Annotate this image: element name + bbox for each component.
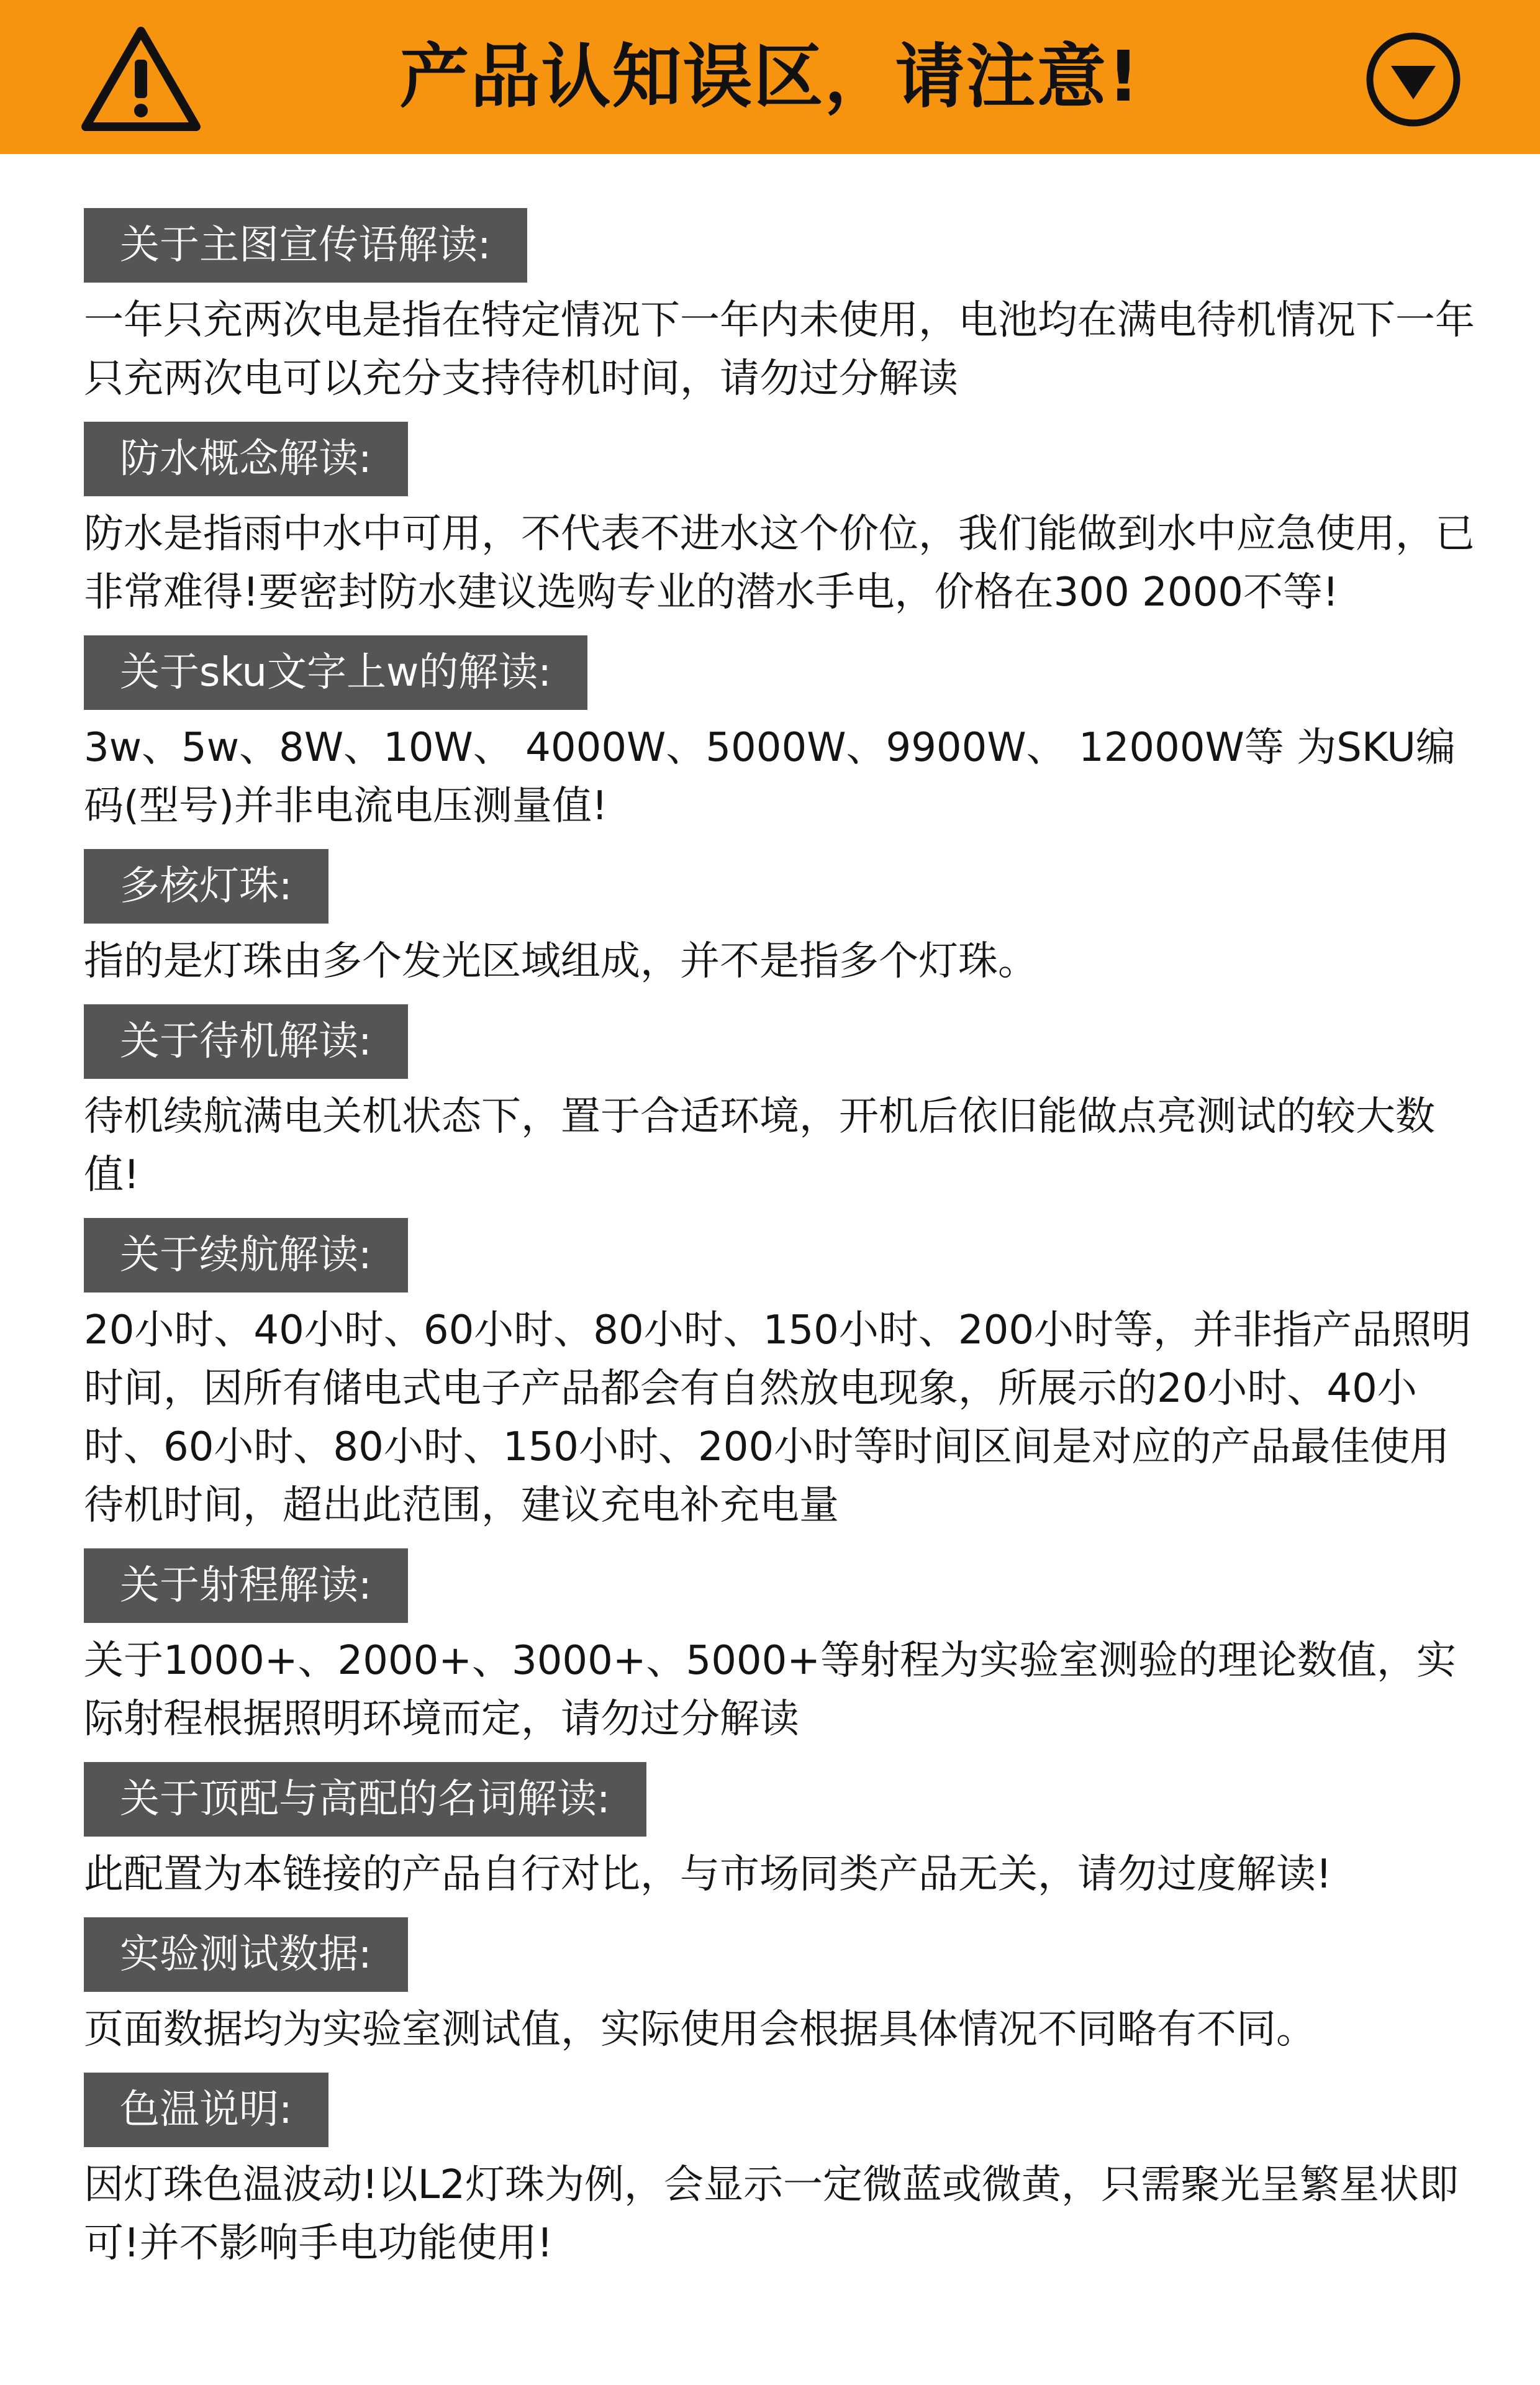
section-body: 防水是指雨中水中可用，不代表不进水这个价位，我们能做到水中应急使用，已非常难得!要密封防水建议选购专业的潜水手电，价格在300 2000不等! <box>84 511 1475 616</box>
section-main-image-slogan <box>84 208 1487 408</box>
section-body: 页面数据均为实验室测试值，实际使用会根据具体情况不同略有不同。 <box>84 2007 1316 2053</box>
section-color-temperature <box>84 2073 1487 2273</box>
notice-list <box>84 208 1487 2286</box>
section-heading: 防水概念解读: <box>84 422 408 496</box>
section-multi-core-led <box>84 849 1487 991</box>
section-standby <box>84 1004 1487 1204</box>
section-body: 一年只充两次电是指在特定情况下一年内未使用，电池均在满电待机情况下一年只充两次电可以充分支持待机时间，请勿过分解读 <box>84 298 1475 402</box>
section-beam-range <box>84 1548 1487 1748</box>
section-body: 指的是灯珠由多个发光区域组成，并不是指多个灯珠。 <box>84 938 1038 984</box>
section-heading: 关于顶配与高配的名词解读: <box>84 1762 646 1837</box>
section-heading: 关于续航解读: <box>84 1218 408 1292</box>
banner-title: 产品认知误区，请注意! <box>399 37 1141 117</box>
section-sku-wattage <box>84 635 1487 835</box>
section-body: 关于1000+、2000+、3000+、5000+等射程为实验室测验的理论数值，实际射程根据照明环境而定，请勿过分解读 <box>84 1638 1456 1742</box>
section-heading: 关于sku文字上w的解读: <box>84 635 587 710</box>
section-waterproof <box>84 422 1487 622</box>
section-heading: 色温说明: <box>84 2073 328 2147</box>
section-heading: 关于待机解读: <box>84 1004 408 1079</box>
section-body: 待机续航满电关机状态下，置于合适环境，开机后依旧能做点亮测试的较大数值! <box>84 1094 1435 1198</box>
section-body: 因灯珠色温波动!以L2灯珠为例，会显示一定微蓝或微黄，只需聚光呈繁星状即可!并不影响手电功能使用! <box>84 2162 1459 2266</box>
section-heading: 实验测试数据: <box>84 1917 408 1992</box>
section-heading: 关于主图宣传语解读: <box>84 208 527 283</box>
section-body: 20小时、40小时、60小时、80小时、150小时、200小时等，并非指产品照明时间，因所有储电式电子产品都会有自然放电现象，所展示的20小时、40小时、60小时、80小时、150小时、200小时等时间区间是对应的产品最佳使用待机时间，超出此范围，建议充电补充电量 <box>84 1307 1472 1529</box>
section-heading: 多核灯珠: <box>84 849 328 924</box>
section-body: 此配置为本链接的产品自行对比，与市场同类产品无关，请勿过度解读! <box>84 1851 1332 1897</box>
section-lab-test-data <box>84 1917 1487 2059</box>
down-arrow-circle-icon[interactable] <box>1364 30 1463 129</box>
section-battery-life <box>84 1218 1487 1535</box>
section-body: 3w、5w、8W、10W、 4000W、5000W、9900W、 12000W等 为SKU编码(型号)并非电流电压测量值! <box>84 725 1456 829</box>
section-configuration-terms <box>84 1762 1487 1904</box>
header-banner <box>0 0 1540 154</box>
section-heading: 关于射程解读: <box>84 1548 408 1623</box>
